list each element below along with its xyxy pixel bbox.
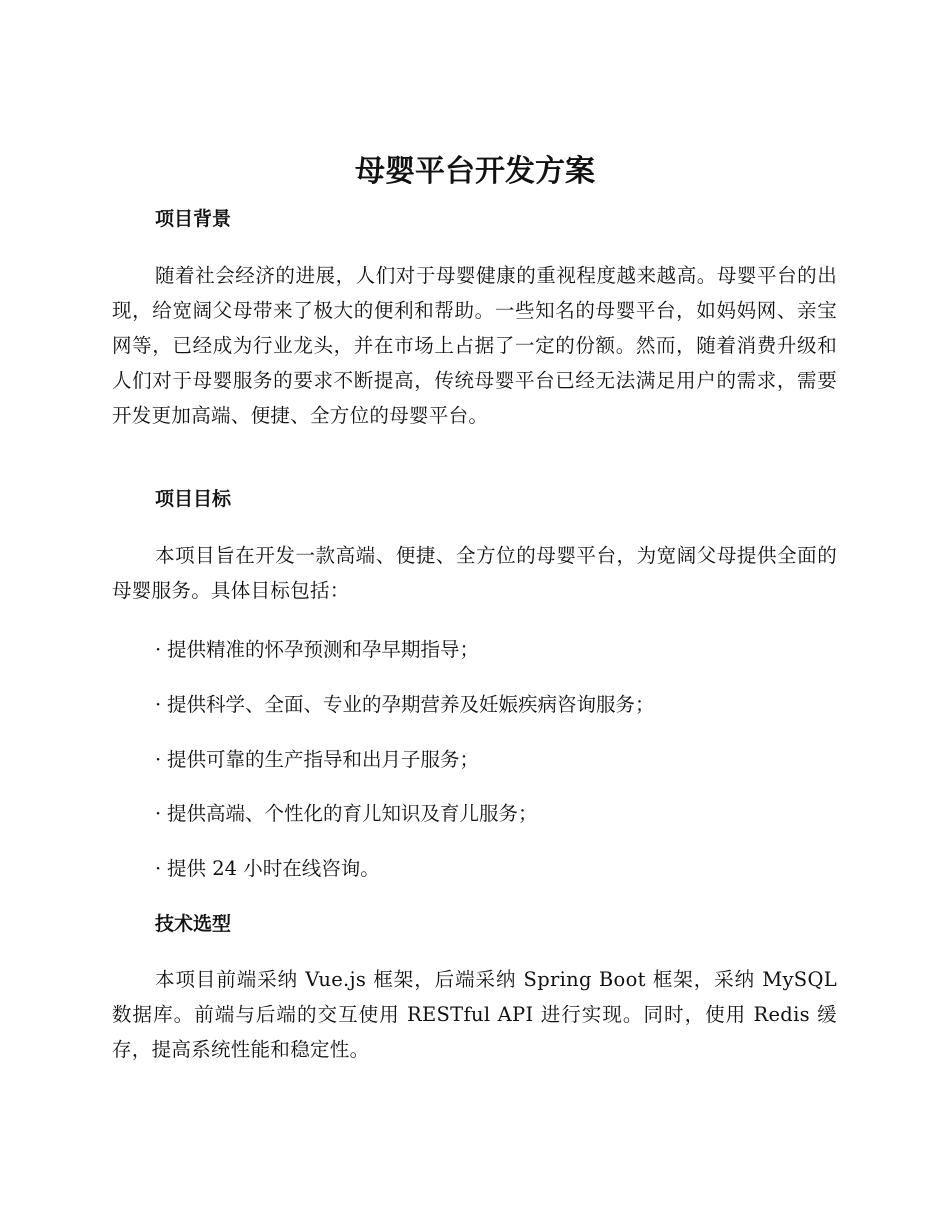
section-heading-goals: 项目目标 [155,488,232,510]
bullet-dot-icon: · [155,857,162,880]
section-body-tech: 本项目前端采纳 Vue.js 框架，后端采纳 Spring Boot 框架，采纳 MySQL 数据库。前端与后端的交互使用 RESTful API 进行实现。同时，使用 Redis 缓存，提高系统性能和稳定性。 [112,968,837,1061]
goal-bullet-item [155,800,538,828]
goal-bullet-item [155,855,380,883]
goal-bullet-text: 提供高端、个性化的育儿知识及育儿服务； [167,802,538,825]
goal-bullet-item [155,691,655,719]
bullet-dot-icon: · [155,693,162,716]
goal-bullet-text: 提供科学、全面、专业的孕期营养及妊娠疾病咨询服务； [167,693,655,716]
goal-bullet-item [155,636,479,664]
bullet-dot-icon: · [155,748,162,771]
bullet-dot-icon: · [155,638,162,661]
goal-bullet-text: 提供可靠的生产指导和出月子服务； [167,748,480,771]
section-heading-background: 项目背景 [155,208,232,230]
goal-bullet-item [155,746,479,774]
section-body-goals: 本项目旨在开发一款高端、便捷、全方位的母婴平台，为宽阔父母提供全面的母婴服务。具体目标包括： [112,544,837,602]
document-title: 母婴平台开发方案 [355,154,595,189]
goal-bullet-text: 提供精准的怀孕预测和孕早期指导； [167,638,480,661]
bullet-dot-icon: · [155,802,162,825]
section-heading-tech: 技术选型 [155,913,232,935]
goal-bullet-text: 提供 24 小时在线咨询。 [167,857,380,880]
section-body-background: 随着社会经济的进展，人们对于母婴健康的重视程度越来越高。母婴平台的出现，给宽阔父母带来了极大的便利和帮助。一些知名的母婴平台，如妈妈网、亲宝网等，已经成为行业龙头，并在市场上占据了一定的份额。然而，随着消费升级和人们对于母婴服务的要求不断提高，传统母婴平台已经无法满足用户的需求，需要开发更加高端、便捷、全方位的母婴平台。 [112,264,837,427]
